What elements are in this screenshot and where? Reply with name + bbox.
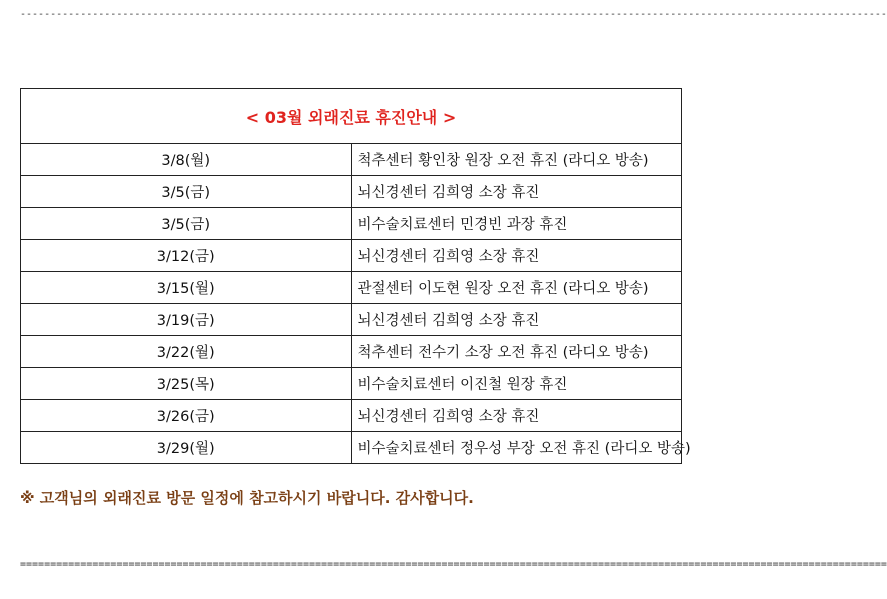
top-dashed-rule: ------------------------------------------------------------------------------------------------------------------------------------------------ [20, 9, 887, 20]
row-description: 뇌신경센터 김희영 소장 휴진 [351, 176, 682, 208]
row-description: 척추센터 전수기 소장 오전 휴진 (라디오 방송) [351, 336, 682, 368]
table-row [21, 400, 682, 432]
table-row [21, 304, 682, 336]
closure-notice-table [20, 88, 691, 464]
row-date: 3/19(금) [21, 304, 352, 336]
row-description: 관절센터 이도현 원장 오전 휴진 (라디오 방송) [351, 272, 682, 304]
row-date: 3/8(월) [21, 144, 352, 176]
table-row [21, 272, 682, 304]
table-row [21, 176, 682, 208]
row-date: 3/26(금) [21, 400, 352, 432]
row-description: 비수술치료센터 정우성 부장 오전 휴진 (라디오 방송) [351, 432, 682, 464]
row-date: 3/12(금) [21, 240, 352, 272]
footer-note: ※ 고객님의 외래진료 방문 일정에 참고하시기 바랍니다. 감사합니다. [20, 489, 474, 507]
row-date: 3/22(월) [21, 336, 352, 368]
row-description: 뇌신경센터 김희영 소장 휴진 [351, 304, 682, 336]
table-row [21, 208, 682, 240]
notice-title: < 03월 외래진료 휴진안내 > [21, 89, 682, 144]
row-date: 3/15(월) [21, 272, 352, 304]
table-header-row [21, 89, 682, 144]
row-description: 뇌신경센터 김희영 소장 휴진 [351, 240, 682, 272]
row-date: 3/5(금) [21, 208, 352, 240]
table-row [21, 336, 682, 368]
row-description: 비수술치료센터 이진철 원장 휴진 [351, 368, 682, 400]
row-description: 비수술치료센터 민경빈 과장 휴진 [351, 208, 682, 240]
table-row [21, 368, 682, 400]
row-date: 3/5(금) [21, 176, 352, 208]
row-description: 뇌신경센터 김희영 소장 휴진 [351, 400, 682, 432]
table-row [21, 144, 682, 176]
bottom-double-rule: ================================================================================================================================================ [20, 559, 887, 570]
table-row [21, 240, 682, 272]
row-date: 3/25(목) [21, 368, 352, 400]
table-row [21, 432, 682, 464]
row-description: 척추센터 황인창 원장 오전 휴진 (라디오 방송) [351, 144, 682, 176]
row-date: 3/29(월) [21, 432, 352, 464]
